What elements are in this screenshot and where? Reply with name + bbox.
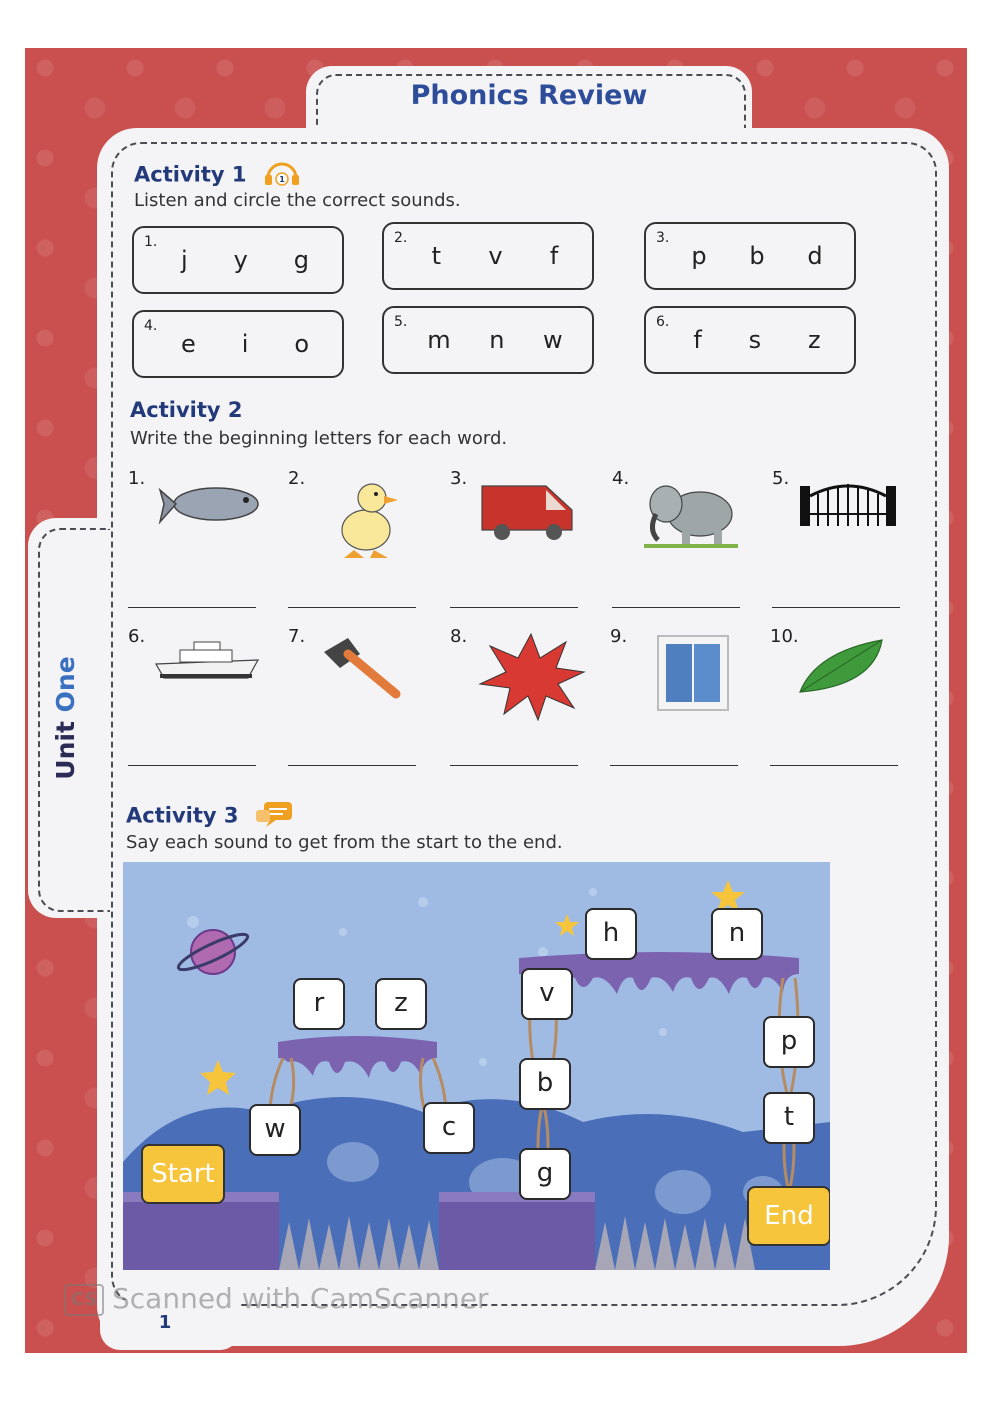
item-number: 2. bbox=[288, 468, 306, 489]
sound-option[interactable]: y bbox=[233, 246, 248, 274]
sound-tile-n[interactable]: n bbox=[711, 908, 763, 960]
item-number: 6. bbox=[656, 314, 670, 330]
activity3-heading bbox=[126, 800, 294, 833]
activity3-instruction: Say each sound to get from the start to the end. bbox=[126, 832, 563, 853]
word-item-10 bbox=[770, 626, 910, 766]
sound-option[interactable]: g bbox=[293, 246, 309, 274]
sound-option[interactable]: m bbox=[427, 326, 451, 354]
star-icon bbox=[555, 914, 579, 936]
answer-line[interactable] bbox=[288, 607, 416, 608]
star-icon bbox=[200, 1060, 236, 1095]
sound-option[interactable]: i bbox=[241, 330, 249, 358]
item-number: 10. bbox=[770, 626, 799, 647]
window-icon bbox=[636, 632, 746, 716]
item-number: 2. bbox=[394, 230, 408, 246]
answer-line[interactable] bbox=[288, 765, 416, 766]
sound-option[interactable]: n bbox=[489, 326, 505, 354]
activity3-heading-text: Activity 3 bbox=[126, 803, 239, 828]
item-number: 7. bbox=[288, 626, 306, 647]
word-item-8 bbox=[450, 626, 590, 766]
sound-choice-box-5 bbox=[382, 306, 594, 374]
start-button[interactable]: Start bbox=[141, 1144, 225, 1204]
sound-option[interactable]: t bbox=[431, 242, 442, 270]
sound-tile-v[interactable]: v bbox=[521, 968, 573, 1020]
sound-tile-g[interactable]: g bbox=[519, 1148, 571, 1200]
activity1-heading bbox=[134, 160, 302, 191]
audio-track-number: 1 bbox=[279, 175, 285, 184]
leaf-icon bbox=[796, 632, 896, 702]
sound-choice-box-4 bbox=[132, 310, 344, 378]
item-number: 8. bbox=[450, 626, 468, 647]
answer-line[interactable] bbox=[772, 607, 900, 608]
item-number: 6. bbox=[128, 626, 146, 647]
page-title: Phonics Review bbox=[410, 80, 648, 111]
item-number: 1. bbox=[128, 468, 146, 489]
word-item-4 bbox=[612, 468, 752, 608]
answer-line[interactable] bbox=[610, 765, 738, 766]
sound-option[interactable]: v bbox=[488, 242, 503, 270]
word-item-5 bbox=[772, 468, 912, 608]
starburst-icon bbox=[476, 632, 586, 722]
item-number: 5. bbox=[394, 314, 408, 330]
sound-tile-r[interactable]: r bbox=[293, 978, 345, 1030]
camscanner-watermark bbox=[64, 1282, 489, 1316]
sound-choice-box-6 bbox=[644, 306, 856, 374]
activity1-instruction: Listen and circle the correct sounds. bbox=[134, 190, 461, 211]
speech-bubble-icon bbox=[254, 800, 294, 833]
word-item-7 bbox=[288, 626, 428, 766]
answer-line[interactable] bbox=[612, 607, 740, 608]
axe-icon bbox=[314, 632, 424, 702]
sound-tile-w[interactable]: w bbox=[249, 1104, 301, 1156]
unit-label-number: One bbox=[51, 656, 80, 713]
sound-option[interactable]: w bbox=[543, 326, 563, 354]
item-number: 5. bbox=[772, 468, 790, 489]
answer-line[interactable] bbox=[450, 765, 578, 766]
unit-label-word: Unit bbox=[51, 721, 80, 780]
item-number: 1. bbox=[144, 234, 158, 250]
sound-option[interactable]: d bbox=[807, 242, 823, 270]
fish-icon bbox=[154, 474, 264, 544]
sound-option[interactable]: j bbox=[180, 246, 188, 274]
item-number: 3. bbox=[656, 230, 670, 246]
unit-label bbox=[51, 653, 87, 783]
sound-tile-h[interactable]: h bbox=[585, 908, 637, 960]
gate-icon bbox=[798, 474, 898, 534]
page-number: 1 bbox=[158, 1312, 172, 1333]
sound-option[interactable]: z bbox=[807, 326, 821, 354]
sound-option[interactable]: b bbox=[749, 242, 765, 270]
activity1-heading-text: Activity 1 bbox=[134, 162, 247, 187]
duck-icon bbox=[314, 474, 424, 564]
van-icon bbox=[476, 474, 586, 544]
watermark-text: Scanned with CamScanner bbox=[112, 1282, 489, 1315]
sound-path-game bbox=[123, 862, 830, 1270]
purple-platform-left bbox=[278, 1036, 437, 1078]
headphones-icon[interactable] bbox=[262, 160, 302, 191]
answer-line[interactable] bbox=[770, 765, 898, 766]
sound-tile-b[interactable]: b bbox=[519, 1058, 571, 1110]
sound-tile-t[interactable]: t bbox=[763, 1092, 815, 1144]
word-item-6 bbox=[128, 626, 268, 766]
yacht-icon bbox=[154, 632, 264, 692]
word-item-1 bbox=[128, 468, 268, 608]
word-item-2 bbox=[288, 468, 428, 608]
sound-choice-box-1 bbox=[132, 226, 344, 294]
answer-line[interactable] bbox=[128, 607, 256, 608]
elephant-icon bbox=[638, 474, 748, 554]
sound-tile-c[interactable]: c bbox=[423, 1102, 475, 1154]
item-number: 4. bbox=[144, 318, 158, 334]
sound-option[interactable]: f bbox=[549, 242, 559, 270]
word-item-3 bbox=[450, 468, 590, 608]
sound-option[interactable]: s bbox=[748, 326, 762, 354]
camscanner-logo: CS bbox=[64, 1284, 104, 1316]
item-number: 9. bbox=[610, 626, 628, 647]
sound-option[interactable]: p bbox=[691, 242, 707, 270]
answer-line[interactable] bbox=[128, 765, 256, 766]
answer-line[interactable] bbox=[450, 607, 578, 608]
sound-tile-p[interactable]: p bbox=[763, 1016, 815, 1068]
sound-option[interactable]: e bbox=[180, 330, 196, 358]
end-button[interactable]: End bbox=[747, 1186, 830, 1246]
sound-choice-box-3 bbox=[644, 222, 856, 290]
sound-tile-z[interactable]: z bbox=[375, 978, 427, 1030]
sound-option[interactable]: f bbox=[693, 326, 702, 354]
word-item-9 bbox=[610, 626, 750, 766]
activity2-instruction: Write the beginning letters for each word. bbox=[130, 428, 508, 449]
item-number: 3. bbox=[450, 468, 468, 489]
activity2-heading: Activity 2 bbox=[130, 398, 243, 422]
item-number: 4. bbox=[612, 468, 630, 489]
sound-option[interactable]: o bbox=[294, 330, 309, 358]
sound-choice-box-2 bbox=[382, 222, 594, 290]
